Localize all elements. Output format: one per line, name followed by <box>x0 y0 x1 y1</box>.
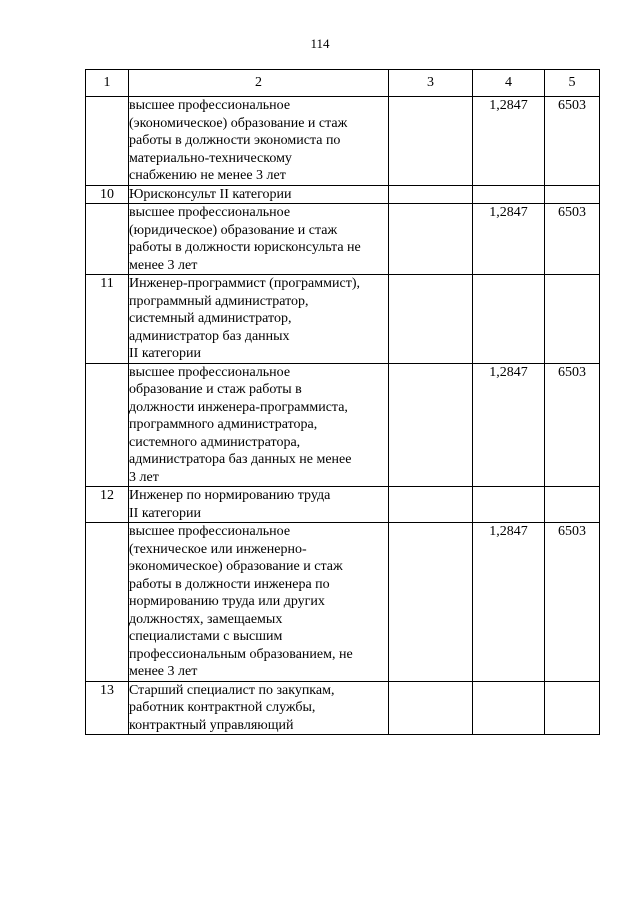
table-row <box>86 97 600 186</box>
table-row <box>86 523 600 682</box>
salary-cell <box>545 487 600 523</box>
row-number: 11 <box>86 275 129 364</box>
table-row <box>86 681 600 735</box>
position-description: высшее профессиональное образование и стаж работы в должности инженера-программиста, программного администратора, системного администратора, администратора баз данных не менее 3 лет <box>129 363 389 487</box>
col3-cell <box>389 487 473 523</box>
page-number: 114 <box>310 36 330 51</box>
position-title: Старший специалист по закупкам, работник контрактной службы, контрактный управляющий <box>129 681 389 735</box>
row-number <box>86 97 129 186</box>
row-number: 10 <box>86 185 129 204</box>
position-title: Инженер по нормированию труда II категории <box>129 487 389 523</box>
coefficient-cell: 1,2847 <box>473 523 545 682</box>
salary-cell <box>545 185 600 204</box>
table-row <box>86 363 600 487</box>
salary-cell <box>545 275 600 364</box>
col3-cell <box>389 97 473 186</box>
position-description: высшее профессиональное (техническое или инженерно- экономическое) образование и стаж работы в должности инженера по нормированию труда или других должностях, замещаемых специалистами с высшим профессиональным образованием, не менее 3 лет <box>129 523 389 682</box>
col3-cell <box>389 363 473 487</box>
col3-cell <box>389 275 473 364</box>
salary-cell <box>545 681 600 735</box>
col3-cell <box>389 523 473 682</box>
table-row <box>86 275 600 364</box>
position-title: Юрисконсульт II категории <box>129 185 389 204</box>
col3-cell <box>389 681 473 735</box>
coefficient-cell: 1,2847 <box>473 363 545 487</box>
coefficient-cell <box>473 487 545 523</box>
header-cell: 2 <box>129 70 389 97</box>
col3-cell <box>389 185 473 204</box>
header-cell: 1 <box>86 70 129 97</box>
table-header-row <box>86 70 600 97</box>
header-cell: 5 <box>545 70 600 97</box>
table-row <box>86 487 600 523</box>
row-number <box>86 363 129 487</box>
salary-cell: 6503 <box>545 523 600 682</box>
position-title: Инженер-программист (программист), программный администратор, системный администратор, администратор баз данных II категории <box>129 275 389 364</box>
header-cell: 4 <box>473 70 545 97</box>
row-number: 13 <box>86 681 129 735</box>
col3-cell <box>389 204 473 275</box>
position-description: высшее профессиональное (юридическое) образование и стаж работы в должности юрисконсульта не менее 3 лет <box>129 204 389 275</box>
row-number <box>86 204 129 275</box>
row-number: 12 <box>86 487 129 523</box>
position-description: высшее профессиональное (экономическое) образование и стаж работы в должности экономиста по материально-техническому снабжению не менее 3 лет <box>129 97 389 186</box>
salary-cell: 6503 <box>545 97 600 186</box>
coefficient-cell: 1,2847 <box>473 97 545 186</box>
coefficient-cell <box>473 185 545 204</box>
salary-cell: 6503 <box>545 204 600 275</box>
coefficient-cell: 1,2847 <box>473 204 545 275</box>
row-number <box>86 523 129 682</box>
salary-table <box>85 69 600 735</box>
coefficient-cell <box>473 681 545 735</box>
table-row <box>86 204 600 275</box>
table-row <box>86 185 600 204</box>
salary-cell: 6503 <box>545 363 600 487</box>
header-cell: 3 <box>389 70 473 97</box>
coefficient-cell <box>473 275 545 364</box>
